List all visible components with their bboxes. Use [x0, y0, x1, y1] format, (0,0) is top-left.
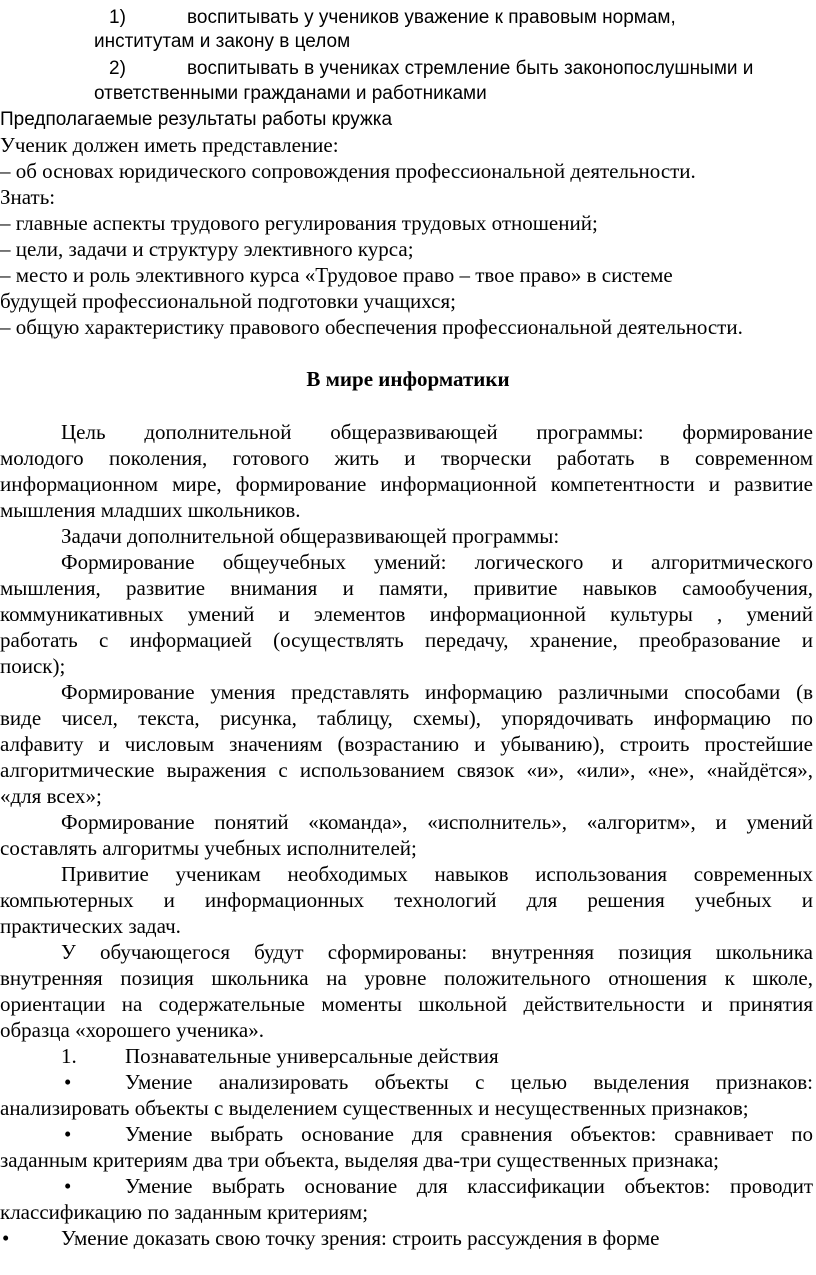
list-number: 1.: [61, 1044, 77, 1068]
know-item: – главные аспекты трудового регулирования трудовых отношений;: [0, 211, 598, 235]
list-item-2-line-1: воспитывать в учениках стремление быть законопослушными и: [187, 58, 754, 79]
list-item-2-line-2: ответственными гражданами и работниками: [94, 83, 487, 104]
bullet-icon: •: [64, 1122, 72, 1146]
body-line: Формирование умения представлять информацию различными способами (в: [61, 680, 813, 704]
body-line: алфавиту и числовым значениям (возрастанию и убыванию), строить простейшие: [0, 732, 813, 756]
body-line: компьютерных и информационных технологий для решения учебных и: [0, 888, 813, 912]
bullet-icon: •: [64, 1174, 72, 1198]
representation-item: – об основах юридического сопровождения профессиональной деятельности.: [0, 159, 696, 183]
body-line: виде чисел, текста, рисунка, таблицу, схемы), упорядочивать информацию по: [0, 706, 813, 730]
body-line: У обучающегося будут сформированы: внутренняя позиция школьника: [61, 940, 813, 964]
body-line: Цель дополнительной общеразвивающей программы: формирование: [61, 420, 813, 444]
bullet-icon: •: [64, 1070, 72, 1094]
know-item: – цели, задачи и структуру элективного курса;: [0, 237, 414, 261]
body-line: Формирование понятий «команда», «исполнитель», «алгоритм», и умений: [61, 810, 813, 834]
body-line: коммуникативных умений и элементов информационной культуры , умений: [0, 602, 813, 626]
body-line: информационном мире, формирование информационной компетентности и развитие: [0, 472, 813, 496]
bullet-icon: •: [2, 1226, 10, 1250]
body-line: заданным критериям два три объекта, выделяя два-три существенных признака;: [0, 1148, 719, 1172]
representation-intro: Ученик должен иметь представление:: [0, 133, 339, 157]
section-title: В мире информатики: [306, 367, 510, 391]
body-line: анализировать объекты с выделением существенных и несущественных признаков;: [0, 1096, 749, 1120]
body-line: Умение выбрать основание для сравнения объектов: сравнивает по: [125, 1122, 813, 1146]
list-item-heading: Познавательные универсальные действия: [125, 1044, 499, 1068]
list-number-2: 2): [109, 58, 126, 79]
body-line: алгоритмические выражения с использованием связок «и», «или», «не», «найдётся»,: [0, 758, 813, 782]
list-number-1: 1): [109, 7, 126, 28]
body-line: образца «хорошего ученика».: [0, 1018, 264, 1042]
know-item: – общую характеристику правового обеспечения профессиональной деятельности.: [0, 315, 743, 339]
body-line: Умение выбрать основание для классификации объектов: проводит: [125, 1174, 813, 1198]
body-line: «для всех»;: [0, 784, 102, 808]
know-item: будущей профессиональной подготовки учащихся;: [0, 289, 456, 313]
list-item-1-line-1: воспитывать у учеников уважение к правовым нормам,: [187, 7, 676, 28]
body-line: поиск);: [0, 654, 66, 678]
results-heading: Предполагаемые результаты работы кружка: [0, 109, 393, 130]
body-line: Умение доказать свою точку зрения: строить рассуждения в форме: [61, 1226, 660, 1250]
body-line: молодого поколения, готового жить и творчески работать в современном: [0, 446, 813, 470]
body-line: Привитие ученикам необходимых навыков использования современных: [61, 862, 813, 886]
body-line: Задачи дополнительной общеразвивающей программы:: [61, 524, 560, 548]
body-line: мышления, развитие внимания и памяти, привитие навыков самообучения,: [0, 576, 813, 600]
body-line: внутренняя позиция школьника на уровне положительного отношения к школе,: [0, 966, 813, 990]
know-item: – место и роль элективного курса «Трудовое право – твое право» в системе: [0, 263, 673, 287]
body-line: ориентации на содержательные моменты школьной действительности и принятия: [0, 992, 813, 1016]
body-line: составлять алгоритмы учебных исполнителей;: [0, 836, 417, 860]
body-line: работать с информацией (осуществлять передачу, хранение, преобразование и: [0, 628, 813, 652]
body-line: мышления младших школьников.: [0, 498, 301, 522]
body-line: классификацию по заданным критериям;: [0, 1200, 369, 1224]
body-line: Формирование общеучебных умений: логического и алгоритмического: [61, 550, 813, 574]
body-line: практических задач.: [0, 914, 181, 938]
list-item-1-line-2: институтам и закону в целом: [94, 31, 351, 52]
know-intro: Знать:: [0, 185, 56, 209]
body-line: Умение анализировать объекты с целью выделения признаков:: [125, 1070, 813, 1094]
